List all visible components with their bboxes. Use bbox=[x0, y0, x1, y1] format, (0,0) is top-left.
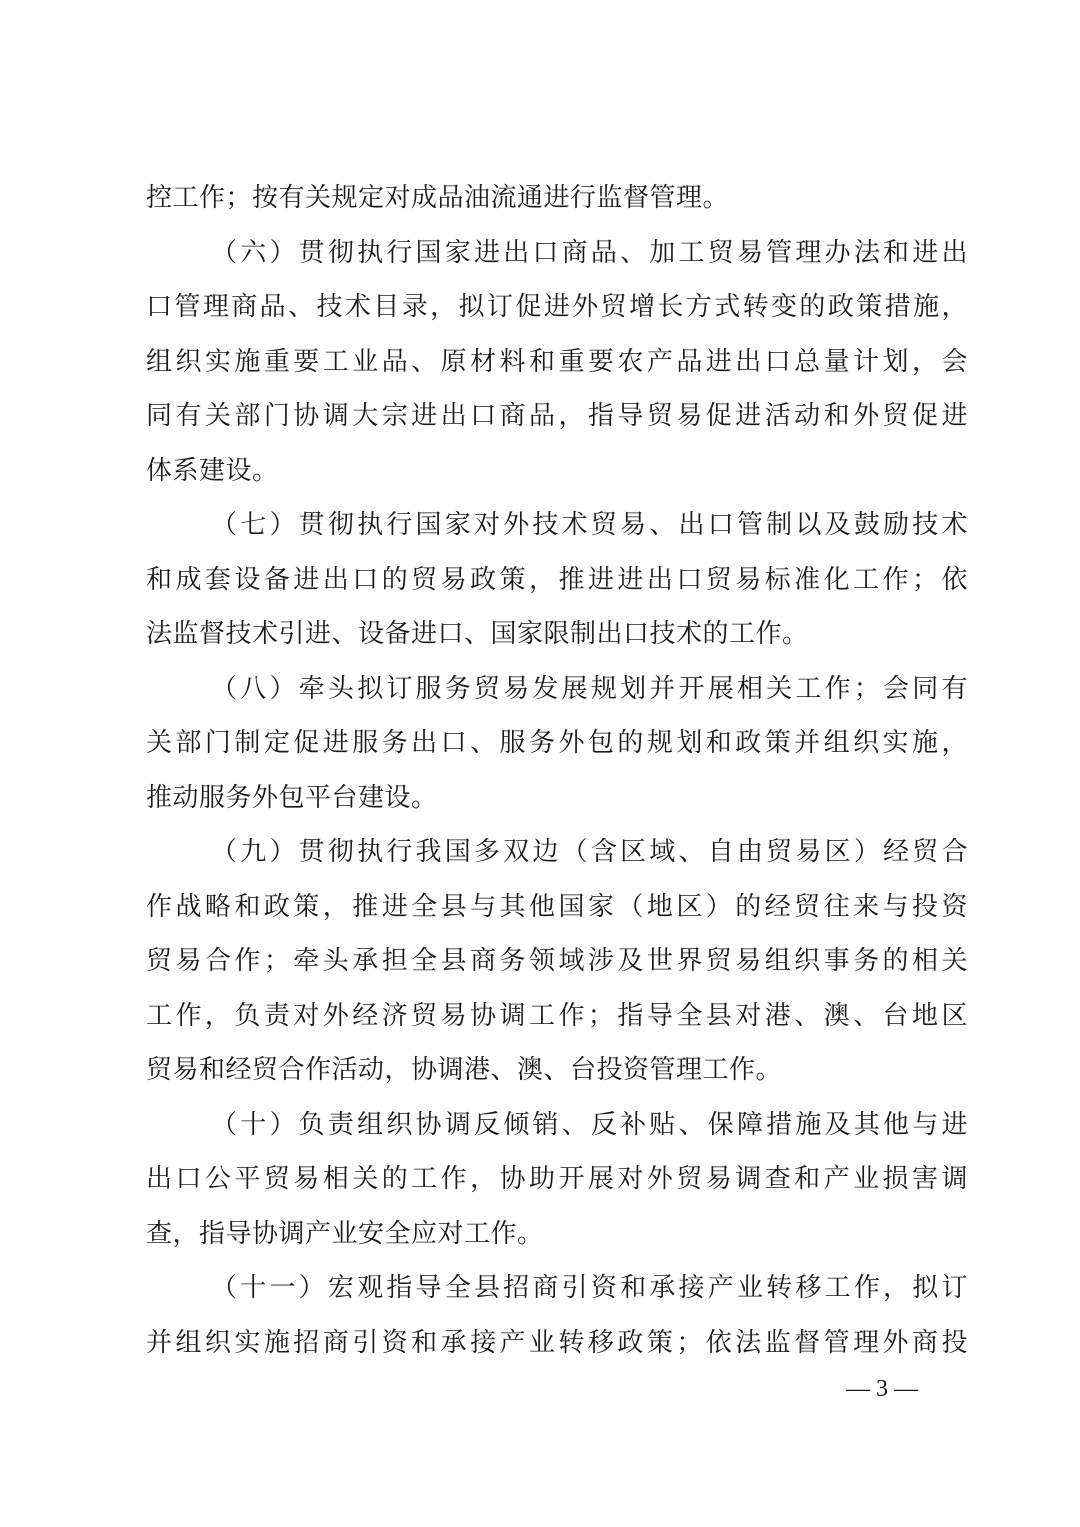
text-line: 贸易和经贸合作活动，协调港、澳、台投资管理工作。 bbox=[146, 1055, 783, 1085]
text-line: 组织实施重要工业品、原材料和重要农产品进出口总量计划，会 bbox=[146, 346, 968, 377]
text-line: 体系建设。 bbox=[146, 455, 279, 486]
text-line: （六）贯彻执行国家进出口商品、加工贸易管理办法和进出 bbox=[211, 237, 968, 268]
text-line: 出口公平贸易相关的工作，协助开展对外贸易调查和产业损害调 bbox=[146, 1164, 968, 1194]
text-line: 工作，负责对外经济贸易协调工作；指导全县对港、澳、台地区 bbox=[146, 1000, 968, 1031]
page-number: — 3 — bbox=[846, 1376, 918, 1402]
text-line: 关部门制定促进服务出口、服务外包的规划和政策并组织实施， bbox=[146, 728, 968, 758]
text-line: （十）负责组织协调反倾销、反补贴、保障措施及其他与进 bbox=[211, 1109, 968, 1140]
text-line: （十一）宏观指导全县招商引资和承接产业转移工作，拟订 bbox=[211, 1273, 968, 1303]
text-line: 查，指导协调产业安全应对工作。 bbox=[146, 1218, 544, 1249]
text-line: （九）贯彻执行我国多双边（含区域、自由贸易区）经贸合 bbox=[211, 837, 968, 867]
text-line: 作战略和政策，推进全县与其他国家（地区）的经贸往来与投资 bbox=[146, 891, 968, 922]
text-line: 贸易合作；牵头承担全县商务领域涉及世界贸易组织事务的相关 bbox=[146, 946, 968, 976]
text-line: 法监督技术引进、设备进口、国家限制出口技术的工作。 bbox=[146, 619, 809, 649]
text-line: 控工作；按有关规定对成品油流通进行监督管理。 bbox=[146, 183, 730, 213]
text-line: 和成套设备进出口的贸易政策，推进进出口贸易标准化工作；依 bbox=[146, 564, 968, 595]
text-line: 同有关部门协调大宗进出口商品，指导贸易促进活动和外贸促进 bbox=[146, 401, 968, 431]
text-line: （八）牵头拟订服务贸易发展规划并开展相关工作；会同有 bbox=[211, 673, 968, 704]
body-text bbox=[146, 171, 968, 1370]
text-line: （七）贯彻执行国家对外技术贸易、出口管制以及鼓励技术 bbox=[211, 510, 968, 540]
text-line: 口管理商品、技术目录，拟订促进外贸增长方式转变的政策措施， bbox=[146, 292, 968, 322]
text-line: 推动服务外包平台建设。 bbox=[146, 782, 438, 813]
text-line: 并组织实施招商引资和承接产业转移政策；依法监督管理外商投 bbox=[146, 1327, 968, 1358]
